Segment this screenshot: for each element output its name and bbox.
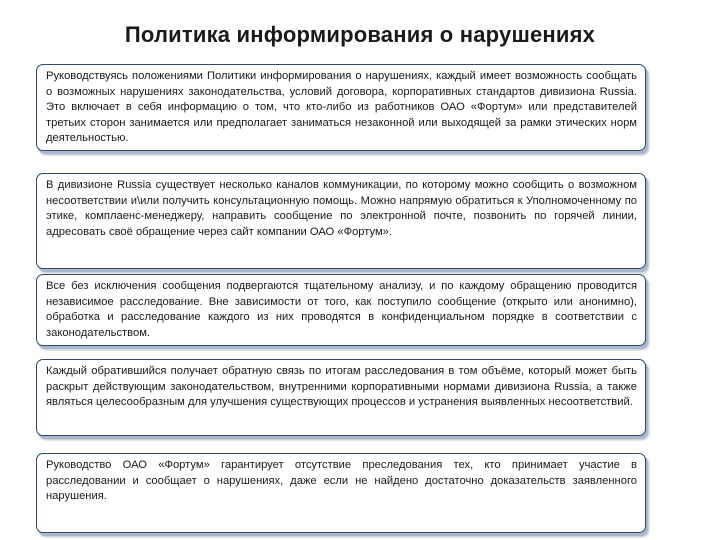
policy-block-investigation: Все без исключения сообщения подвергаются тщательному анализу, и по каждому обращению проводится независимое расследование. Вне зависимости от того, как поступило сообщение (открыто или анонимно), обработка и расследование каждого из них проводятся в конфиденциальном порядке в соответствии с законодательством. bbox=[36, 274, 646, 346]
policy-block-reporting-scope: Руководствуясь положениями Политики информирования о нарушениях, каждый имеет возможность сообщать о возможных нарушениях законодательства, условий договора, корпоративных стандартов дивизиона Russia. Это включает в себя информацию о том, что кто-либо из работников ОАО «Фортум» или представителей третьих сторон занимается или предполагает заниматься незаконной или выходящей за рамки этических норм деятельностью. bbox=[36, 64, 646, 151]
policy-block-feedback: Каждый обратившийся получает обратную связь по итогам расследования в том объёме, который может быть раскрыт действующим законодательством, внутренними корпоративными нормами дивизиона Russia, а также являться целесообразным для улучшения существующих процессов и устранения выявленных несоответствий. bbox=[36, 359, 646, 436]
policy-block-communication-channels: В дивизионе Russia существует несколько каналов коммуникации, по которому можно сообщить о возможном несоответствии и\или получить консультационную помощь. Можно напрямую обратиться к Уполномоченному по этике, комплаенс-менеджеру, направить сообщение по электронной почте, позвонить по горячей линии, адресовать своё обращение через сайт компании ОАО «Фортум». bbox=[36, 173, 646, 269]
page-title: Политика информирования о нарушениях bbox=[124, 22, 596, 47]
policy-block-non-retaliation: Руководство ОАО «Фортум» гарантирует отсутствие преследования тех, кто принимает участие в расследовании и сообщает о нарушениях, даже если не найдено достаточно доказательств заявленного нарушения. bbox=[36, 453, 646, 533]
